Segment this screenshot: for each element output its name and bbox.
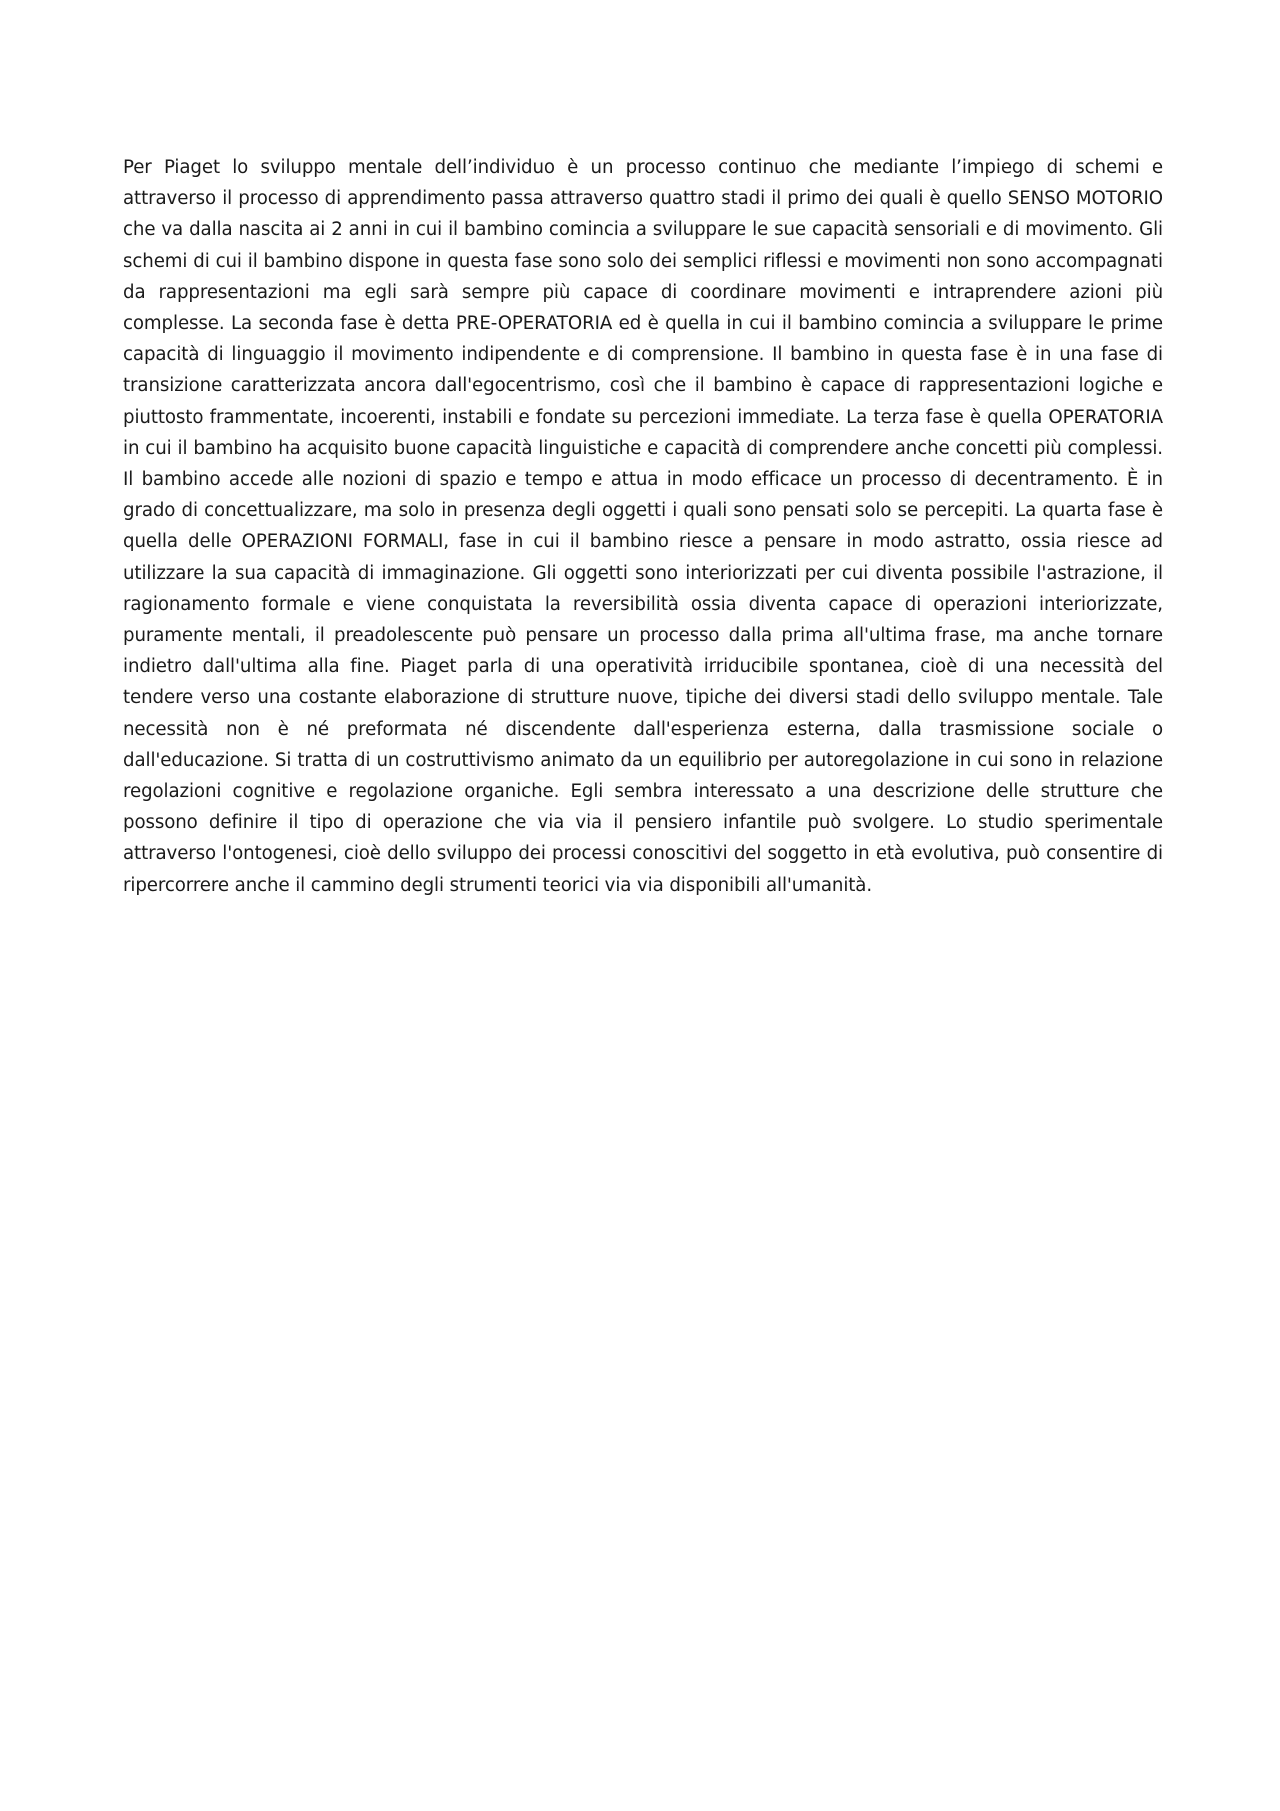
body-paragraph: Per Piaget lo sviluppo mentale dell’individuo è un processo continuo che mediante l’impiego di schemi e attraverso il processo di apprendimento passa attraverso quattro stadi il primo dei quali è quello SENSO MOTORIO che va dalla nascita ai 2 anni in cui il bambino comincia a sviluppare le sue capacità sensoriali e di movimento. Gli schemi di cui il bambino dispone in questa fase sono solo dei semplici riflessi e movimenti non sono accompagnati da rappresentazioni ma egli sarà sempre più capace di coordinare movimenti e intraprendere azioni più complesse. La seconda fase è detta PRE-OPERATORIA ed è quella in cui il bambino comincia a sviluppare le prime capacità di linguaggio il movimento indipendente e di comprensione. Il bambino in questa fase è in una fase di transizione caratterizzata ancora dall'egocentrismo, così che il bambino è capace di rappresentazioni logiche e piuttosto frammentate, incoerenti, instabili e fondate su percezioni immediate. La terza fase è quella OPERATORIA in cui il bambino ha acquisito buone capacità linguistiche e capacità di comprendere anche concetti più complessi. Il bambino accede alle nozioni di spazio e tempo e attua in modo efficace un processo di decentramento. È in grado di concettualizzare, ma solo in presenza degli oggetti i quali sono pensati solo se percepiti. La quarta fase è quella delle OPERAZIONI FORMALI, fase in cui il bambino riesce a pensare in modo astratto, ossia riesce ad utilizzare la sua capacità di immaginazione. Gli oggetti sono interiorizzati per cui diventa possibile l'astrazione, il ragionamento formale e viene conquistata la reversibilità ossia diventa capace di operazioni interiorizzate, puramente mentali, il preadolescente può pensare un processo dalla prima all'ultima frase, ma anche tornare indietro dall'ultima alla fine. Piaget parla di una operatività irriducibile spontanea, cioè di una necessità del tendere verso una costante elaborazione di strutture nuove, tipiche dei diversi stadi dello sviluppo mentale. Tale necessità non è né preformata né discendente dall'esperienza esterna, dalla trasmissione sociale o dall'educazione. Si tratta di un costruttivismo animato da un equilibrio per autoregolazione in cui sono in relazione regolazioni cognitive e regolazione organiche. Egli sembra interessato a una descrizione delle strutture che possono definire il tipo di operazione che via via il pensiero infantile può svolgere. Lo studio sperimentale attraverso l'ontogenesi, cioè dello sviluppo dei processi conoscitivi del soggetto in età evolutiva, può consentire di ripercorrere anche il cammino degli strumenti teorici via via disponibili all'umanità. [123, 157, 1163, 896]
